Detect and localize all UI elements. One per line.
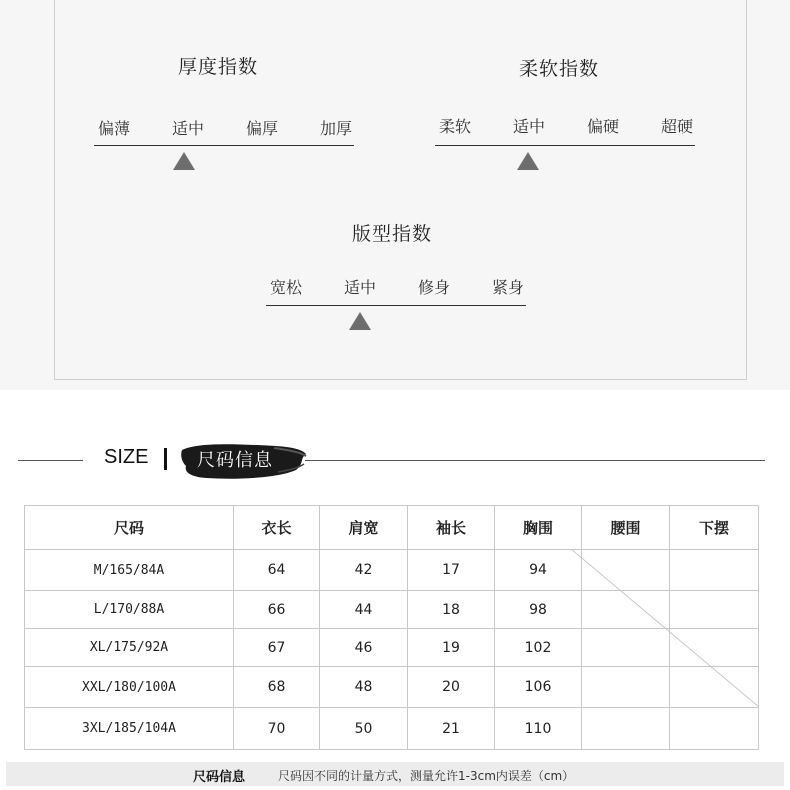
shoulder-cell: 44 [320, 591, 408, 629]
softness-title: 柔软指数 [519, 58, 600, 80]
table-row [25, 629, 759, 667]
fit-option: 宽松 [269, 278, 302, 297]
softness-options [435, 114, 697, 137]
sleeve-cell: 18 [408, 591, 495, 629]
length-cell: 64 [234, 550, 320, 591]
softness-option: 柔软 [438, 117, 471, 136]
table-row [25, 550, 759, 591]
hem-cell [670, 667, 759, 708]
header-length: 衣长 [234, 506, 320, 550]
thickness-marker-icon [173, 152, 195, 170]
fit-title: 版型指数 [352, 223, 433, 245]
waist-cell [582, 667, 670, 708]
fit-options [266, 275, 528, 298]
thickness-scale-line [94, 145, 354, 146]
sleeve-cell: 17 [408, 550, 495, 591]
hem-cell [670, 591, 759, 629]
hem-cell [670, 629, 759, 667]
size-table [24, 505, 759, 750]
size-cell: L/170/88A [25, 591, 234, 629]
softness-option: 适中 [512, 117, 545, 136]
chest-cell: 110 [495, 708, 582, 750]
shoulder-cell: 48 [320, 667, 408, 708]
size-cell: 3XL/185/104A [25, 708, 234, 750]
table-header-row [25, 506, 759, 550]
size-cell: M/165/84A [25, 550, 234, 591]
note-text: 尺码因不同的计量方式，测量允许1-3cm内误差（cm） [278, 769, 575, 783]
fit-scale [266, 215, 528, 345]
size-cell: XL/175/92A [25, 629, 234, 667]
fit-scale-line [266, 305, 526, 306]
header-size: 尺码 [25, 506, 234, 550]
shoulder-cell: 50 [320, 708, 408, 750]
softness-option: 偏硬 [586, 117, 619, 136]
length-cell: 66 [234, 591, 320, 629]
thickness-option: 加厚 [319, 119, 352, 138]
sleeve-cell: 21 [408, 708, 495, 750]
thickness-option: 适中 [171, 119, 204, 138]
softness-option: 超硬 [660, 117, 693, 136]
softness-marker-icon [517, 152, 539, 170]
header-sleeve: 袖长 [408, 506, 495, 550]
hem-cell [670, 550, 759, 591]
thickness-option: 偏薄 [97, 119, 130, 138]
length-cell: 70 [234, 708, 320, 750]
shoulder-cell: 46 [320, 629, 408, 667]
size-info-title: 尺码信息 [197, 450, 273, 471]
waist-cell [582, 629, 670, 667]
fit-option: 修身 [417, 278, 450, 297]
thickness-title: 厚度指数 [178, 56, 259, 78]
chest-cell: 102 [495, 629, 582, 667]
waist-cell [582, 708, 670, 750]
size-label: SIZE [104, 446, 149, 468]
length-cell: 67 [234, 629, 320, 667]
header-hem: 下摆 [670, 506, 759, 550]
waist-cell [582, 550, 670, 591]
divider-left [18, 460, 83, 461]
softness-scale-line [435, 145, 695, 146]
note-title: 尺码信息 [193, 770, 246, 785]
table-row [25, 708, 759, 750]
waist-cell [582, 591, 670, 629]
softness-scale [435, 50, 697, 180]
size-separator [164, 448, 167, 470]
length-cell: 68 [234, 667, 320, 708]
size-cell: XXL/180/100A [25, 667, 234, 708]
header-waist: 腰围 [582, 506, 670, 550]
divider-right [305, 460, 765, 461]
thickness-scale [94, 50, 356, 180]
thickness-options [94, 116, 356, 139]
chest-cell: 98 [495, 591, 582, 629]
thickness-option: 偏厚 [245, 119, 278, 138]
shoulder-cell: 42 [320, 550, 408, 591]
sleeve-cell: 20 [408, 667, 495, 708]
size-header [0, 440, 790, 480]
sleeve-cell: 19 [408, 629, 495, 667]
chest-cell: 94 [495, 550, 582, 591]
table-row [25, 591, 759, 629]
chest-cell: 106 [495, 667, 582, 708]
fit-option: 紧身 [491, 278, 524, 297]
hem-cell [670, 708, 759, 750]
header-shoulder: 肩宽 [320, 506, 408, 550]
table-row [25, 667, 759, 708]
header-chest: 胸围 [495, 506, 582, 550]
fit-option: 适中 [343, 278, 376, 297]
fit-marker-icon [349, 312, 371, 330]
